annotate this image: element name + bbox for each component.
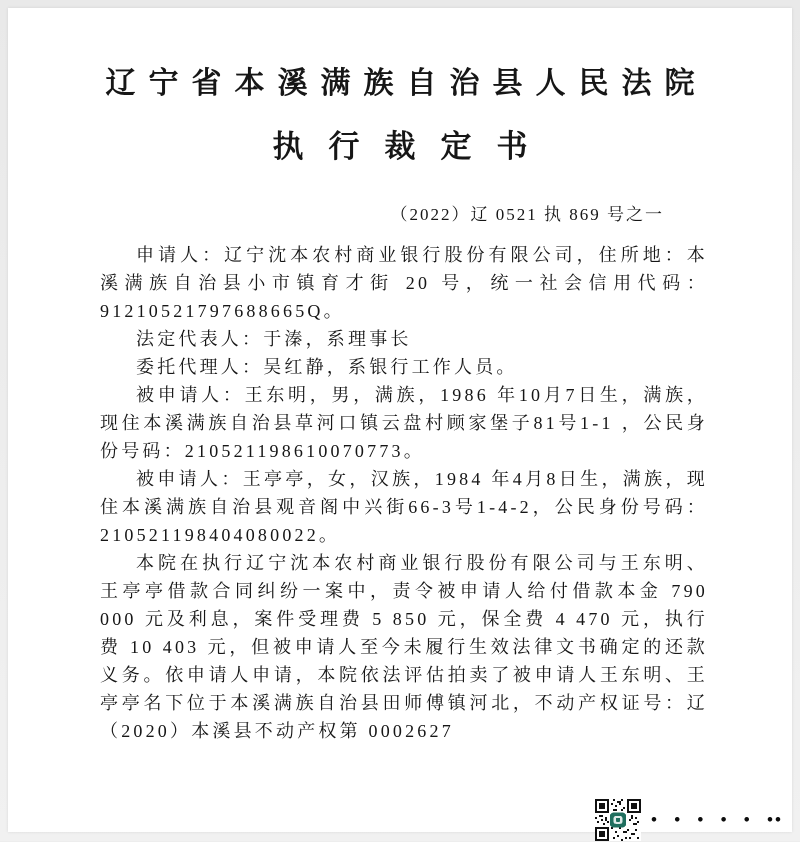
qr-code-icon xyxy=(595,799,641,841)
document-title: 执行裁定书 xyxy=(272,129,553,164)
case-number: （2022）辽 0521 执 869 号之一 xyxy=(390,205,664,224)
footer xyxy=(595,798,783,842)
paragraph-applicant: 申请人：辽宁沈本农村商业银行股份有限公司，住所地：本溪满族自治县小市镇育才街 20 号，统一社会信用代码：91210521797688665Q。 xyxy=(100,245,708,321)
paragraph-respondent-1: 被申请人：王东明，男，满族，1986 年10月7日生，满族，现住本溪满族自治县草河口镇云盘村顾家堡子81号1-1 ，公民身份号码：210521198610070773。 xyxy=(100,385,708,461)
paragraph-case-facts: 本院在执行辽宁沈本农村商业银行股份有限公司与王东明、王亭亭借款合同纠纷一案中，责令被申请人给付借款本金 790 000 元及利息，案件受理费 5 850 元，保全费 4 470 元，执行费 10 403 元，但被申请人至今未履行生效法律文书确定的还款义务。依申请人申请，本院依法评估拍卖了被申请人王东明、王亭亭名下位于本溪满族自治县田师傅镇河北，不动产权证号：辽（2020）本溪县不动产权第 0002627 xyxy=(100,553,708,741)
paragraph-legal-representative: 法定代表人：于溱，系理事长 xyxy=(136,329,412,349)
document-body xyxy=(100,241,708,745)
footer-dots: • • • • • •• xyxy=(651,810,783,829)
paragraph-entrusted-agent: 委托代理人：吴红静，系银行工作人员。 xyxy=(136,357,518,377)
document-page xyxy=(8,8,792,832)
court-name: 辽宁省本溪满族自治县人民法院 xyxy=(105,67,708,100)
paragraph-respondent-2: 被申请人：王亭亭，女，汉族，1984 年4月8日生，满族，现住本溪满族自治县观音阁中兴街66-3号1-4-2，公民身份号码：210521198404080022。 xyxy=(100,469,708,545)
